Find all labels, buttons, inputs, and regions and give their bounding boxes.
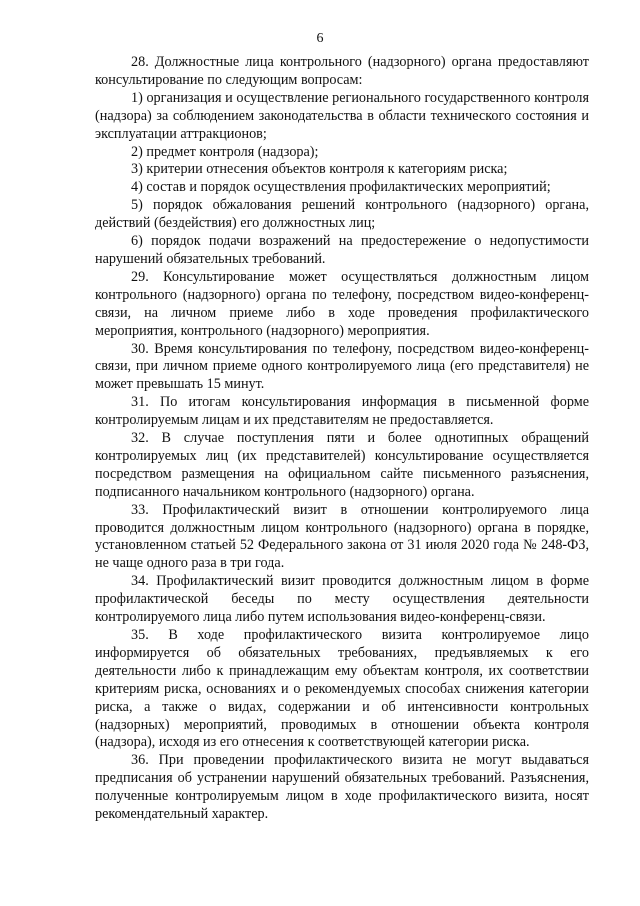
paragraph-33: 33. Профилактический визит в отношении контролируемого лица проводится должностным лицом контрольного (надзорного) органа в порядке, установленном статьей 52 Федерального закона от 31 июля 2020 года № 248-ФЗ, не чаще одного раза в три года. — [95, 501, 589, 572]
paragraph-28-item-6: 6) порядок подачи возражений на предостережение о недопустимости нарушений обязательных требований. — [95, 233, 589, 267]
paragraph-31: 31. По итогам консультирования информация в письменной форме контролируемым лицам и их представителям не предоставляется. — [95, 394, 589, 429]
paragraph-35: 35. В ходе профилактического визита контролируемое лицо информируется об обязательных требованиях, предъявляемых к его деятельности либо к принадлежащим ему объектам контроля, их соответствии критериям риска, основаниях и о рекомендуемых способах снижения категории риска, а также о видах, содержании и об интенсивности контрольных (надзорных) мероприятий, проводимых в отношении объекта контроля (надзора), исходя из его отнесения к соответствующей категории риска. — [95, 627, 589, 751]
paragraph-28-item-5: 5) порядок обжалования решений контрольного (надзорного) органа, действий (бездействия) его должностных лиц; — [95, 197, 589, 232]
document-body — [95, 54, 589, 824]
paragraph-32: 32. В случае поступления пяти и более однотипных обращений контролируемых лиц (их представителей) консультирование осуществляется посредством размещения на официальном сайте письменного разъяснения, подписанного начальником контрольного (надзорного) органа. — [95, 430, 589, 500]
paragraph-28-item-2: 2) предмет контроля (надзора); — [131, 143, 319, 160]
paragraph-28-item-1: 1) организация и осуществление регионального государственного контроля (надзора) за соблюдением законодательства в области технического состояния и эксплуатации аттракционов; — [95, 89, 589, 142]
paragraph-30: 30. Время консультирования по телефону, посредством видео-конференц-связи, при личном приеме одного контролируемого лица (его представителя) не может превышать 15 минут. — [95, 340, 589, 393]
page-number: 6 — [316, 31, 324, 46]
paragraph-36: 36. При проведении профилактического визита не могут выдаваться предписания об устранении нарушений обязательных требований. Разъяснения, полученные контролируемым лицом в ходе профилактического визита, носят рекомендательный характер. — [95, 752, 589, 823]
paragraph-28: 28. Должностные лица контрольного (надзорного) органа предоставляют консультирование по следующим вопросам: — [95, 54, 589, 88]
paragraph-28-item-4: 4) состав и порядок осуществления профилактических мероприятий; — [131, 179, 551, 196]
paragraph-28-item-3: 3) критерии отнесения объектов контроля к категориям риска; — [131, 161, 508, 178]
paragraph-29: 29. Консультирование может осуществляться должностным лицом контрольного (надзорного) органа по телефону, посредством видео-конференц-связи, на личном приеме либо в ходе проведения профилактического мероприятия, контрольного (надзорного) мероприятия. — [95, 268, 589, 339]
paragraph-34: 34. Профилактический визит проводится должностным лицом в форме профилактической беседы по месту осуществления деятельности контролируемого лица либо путем использования видео-конференц-связи. — [95, 573, 589, 626]
